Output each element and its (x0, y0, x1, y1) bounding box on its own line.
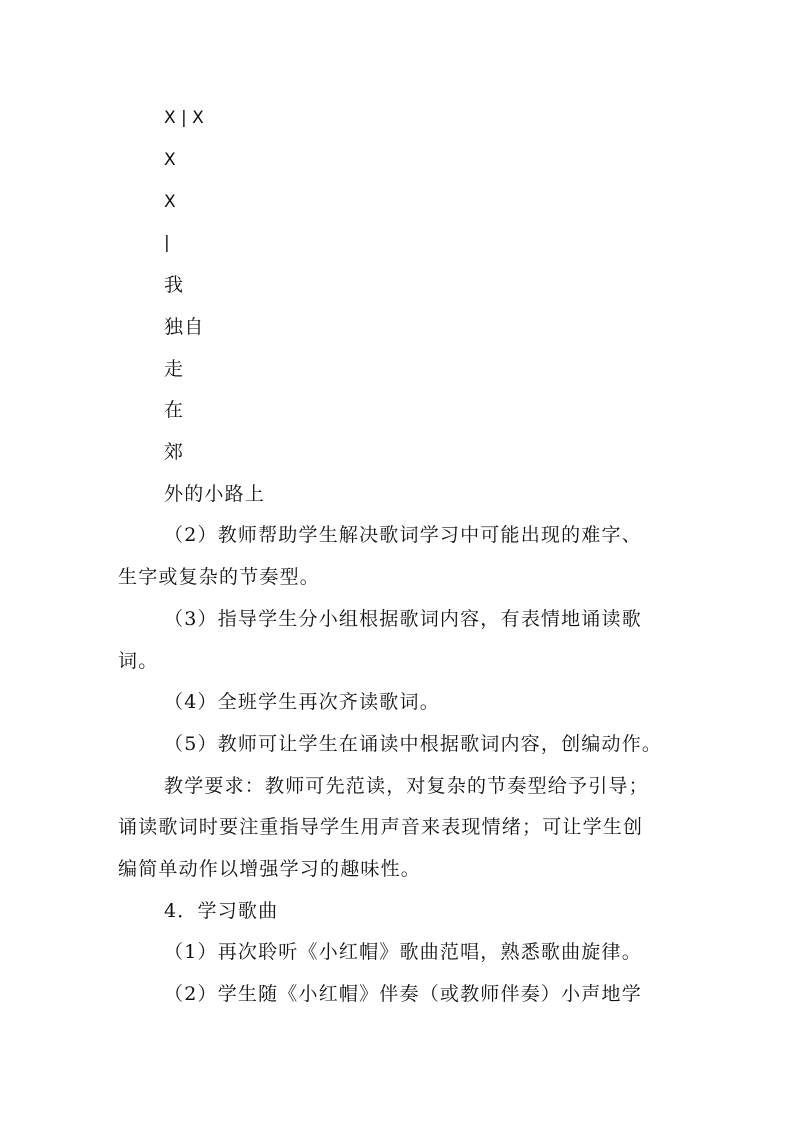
rhythm-notation-line: | (164, 233, 170, 253)
paragraph-line: （4）全班学生再次齐读歌词。 (164, 691, 440, 713)
teaching-requirement-line: 编简单动作以增强学习的趣味性。 (118, 858, 422, 880)
lyric-line: 独自 (164, 316, 205, 338)
paragraph-line: 生字或复杂的节奏型。 (118, 566, 321, 588)
lyric-line: 在 (164, 399, 185, 421)
lyric-line: 我 (164, 274, 185, 296)
lyric-line: 走 (164, 358, 185, 380)
paragraph-line: （5）教师可让学生在诵读中根据歌词内容，创编动作。 (164, 733, 663, 755)
paragraph-line: （2）学生随《小红帽》伴奏（或教师伴奏）小声地学 (164, 983, 642, 1005)
paragraph-line: （2）教师帮助学生解决歌词学习中可能出现的难字、 (164, 524, 642, 546)
rhythm-notation-line: X (164, 150, 176, 170)
lyric-line: 外的小路上 (164, 483, 266, 505)
teaching-requirement-line: 诵读歌词时要注重指导学生用声音来表现情绪；可让学生创 (118, 816, 644, 838)
section-heading: 4．学习歌曲 (164, 900, 279, 922)
paragraph-line: （3）指导学生分小组根据歌词内容，有表情地诵读歌 (164, 608, 642, 630)
paragraph-line: 词。 (118, 650, 159, 672)
paragraph-line: （1）再次聆听《小红帽》歌曲范唱，熟悉歌曲旋律。 (164, 941, 642, 963)
rhythm-notation-line: X (164, 192, 176, 212)
lyric-line: 郊 (164, 441, 185, 463)
rhythm-notation-line: X | X (164, 108, 204, 128)
teaching-requirement-line: 教学要求：教师可先范读，对复杂的节奏型给予引导； (164, 775, 649, 797)
